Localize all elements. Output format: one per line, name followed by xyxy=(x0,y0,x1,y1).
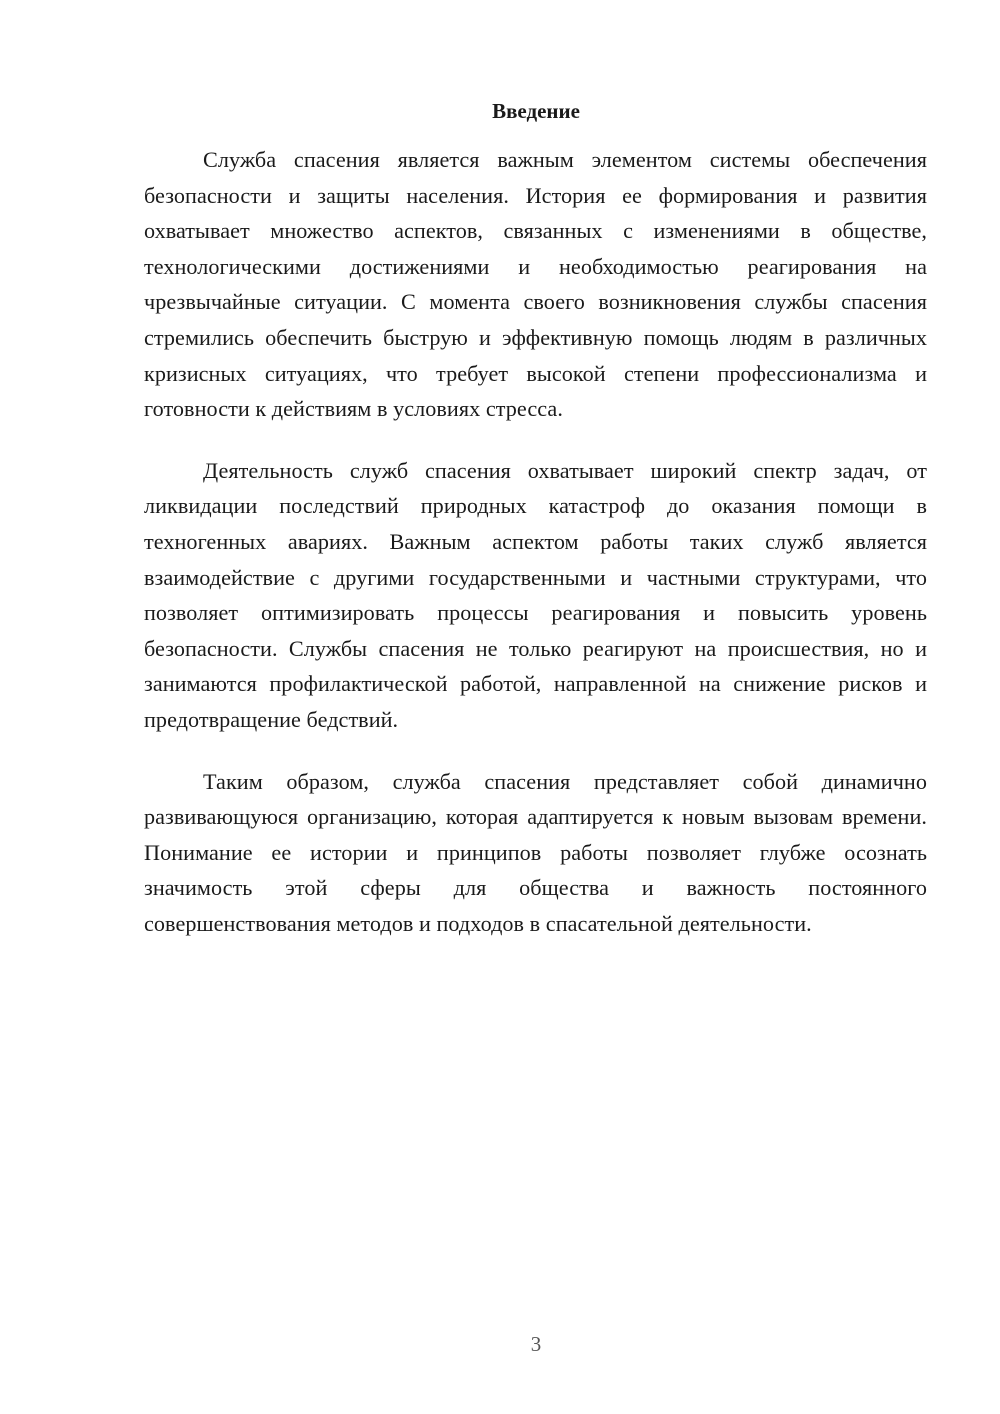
paragraph-1: Служба спасения является важным элементом системы обеспечения безопасности и защиты населения. История ее формирования и развития охватывает множество аспектов, связанных с изменениями в обществе, технологическими достижениями и необходимостью реагирования на чрезвычайные ситуации. С момента своего возникновения службы спасения стремились обеспечить быструю и эффективную помощь людям в различных кризисных ситуациях, что требует высокой степени профессионализма и готовности к действиям в условиях стресса. xyxy=(144,147,927,422)
paragraph-3: Таким образом, служба спасения представляет собой динамично развивающуюся организацию, которая адаптируется к новым вызовам времени. Понимание ее истории и принципов работы позволяет глубже осознать значимость этой сферы для общества и важность постоянного совершенствования методов и подходов в спасательной деятельности. xyxy=(144,768,927,936)
page-title: Введение xyxy=(492,99,580,123)
paragraph-2: Деятельность служб спасения охватывает широкий спектр задач, от ликвидации последствий природных катастроф до оказания помощи в техногенных авариях. Важным аспектом работы таких служб является взаимодействие с другими государственными и частными структурами, что позволяет оптимизировать процессы реагирования и повысить уровень безопасности. Службы спасения не только реагируют на происшествия, но и занимаются профилактической работой, направленной на снижение рисков и предотвращение бедствий. xyxy=(144,457,927,732)
body-text xyxy=(144,142,927,967)
page-number: 3 xyxy=(530,1332,542,1356)
